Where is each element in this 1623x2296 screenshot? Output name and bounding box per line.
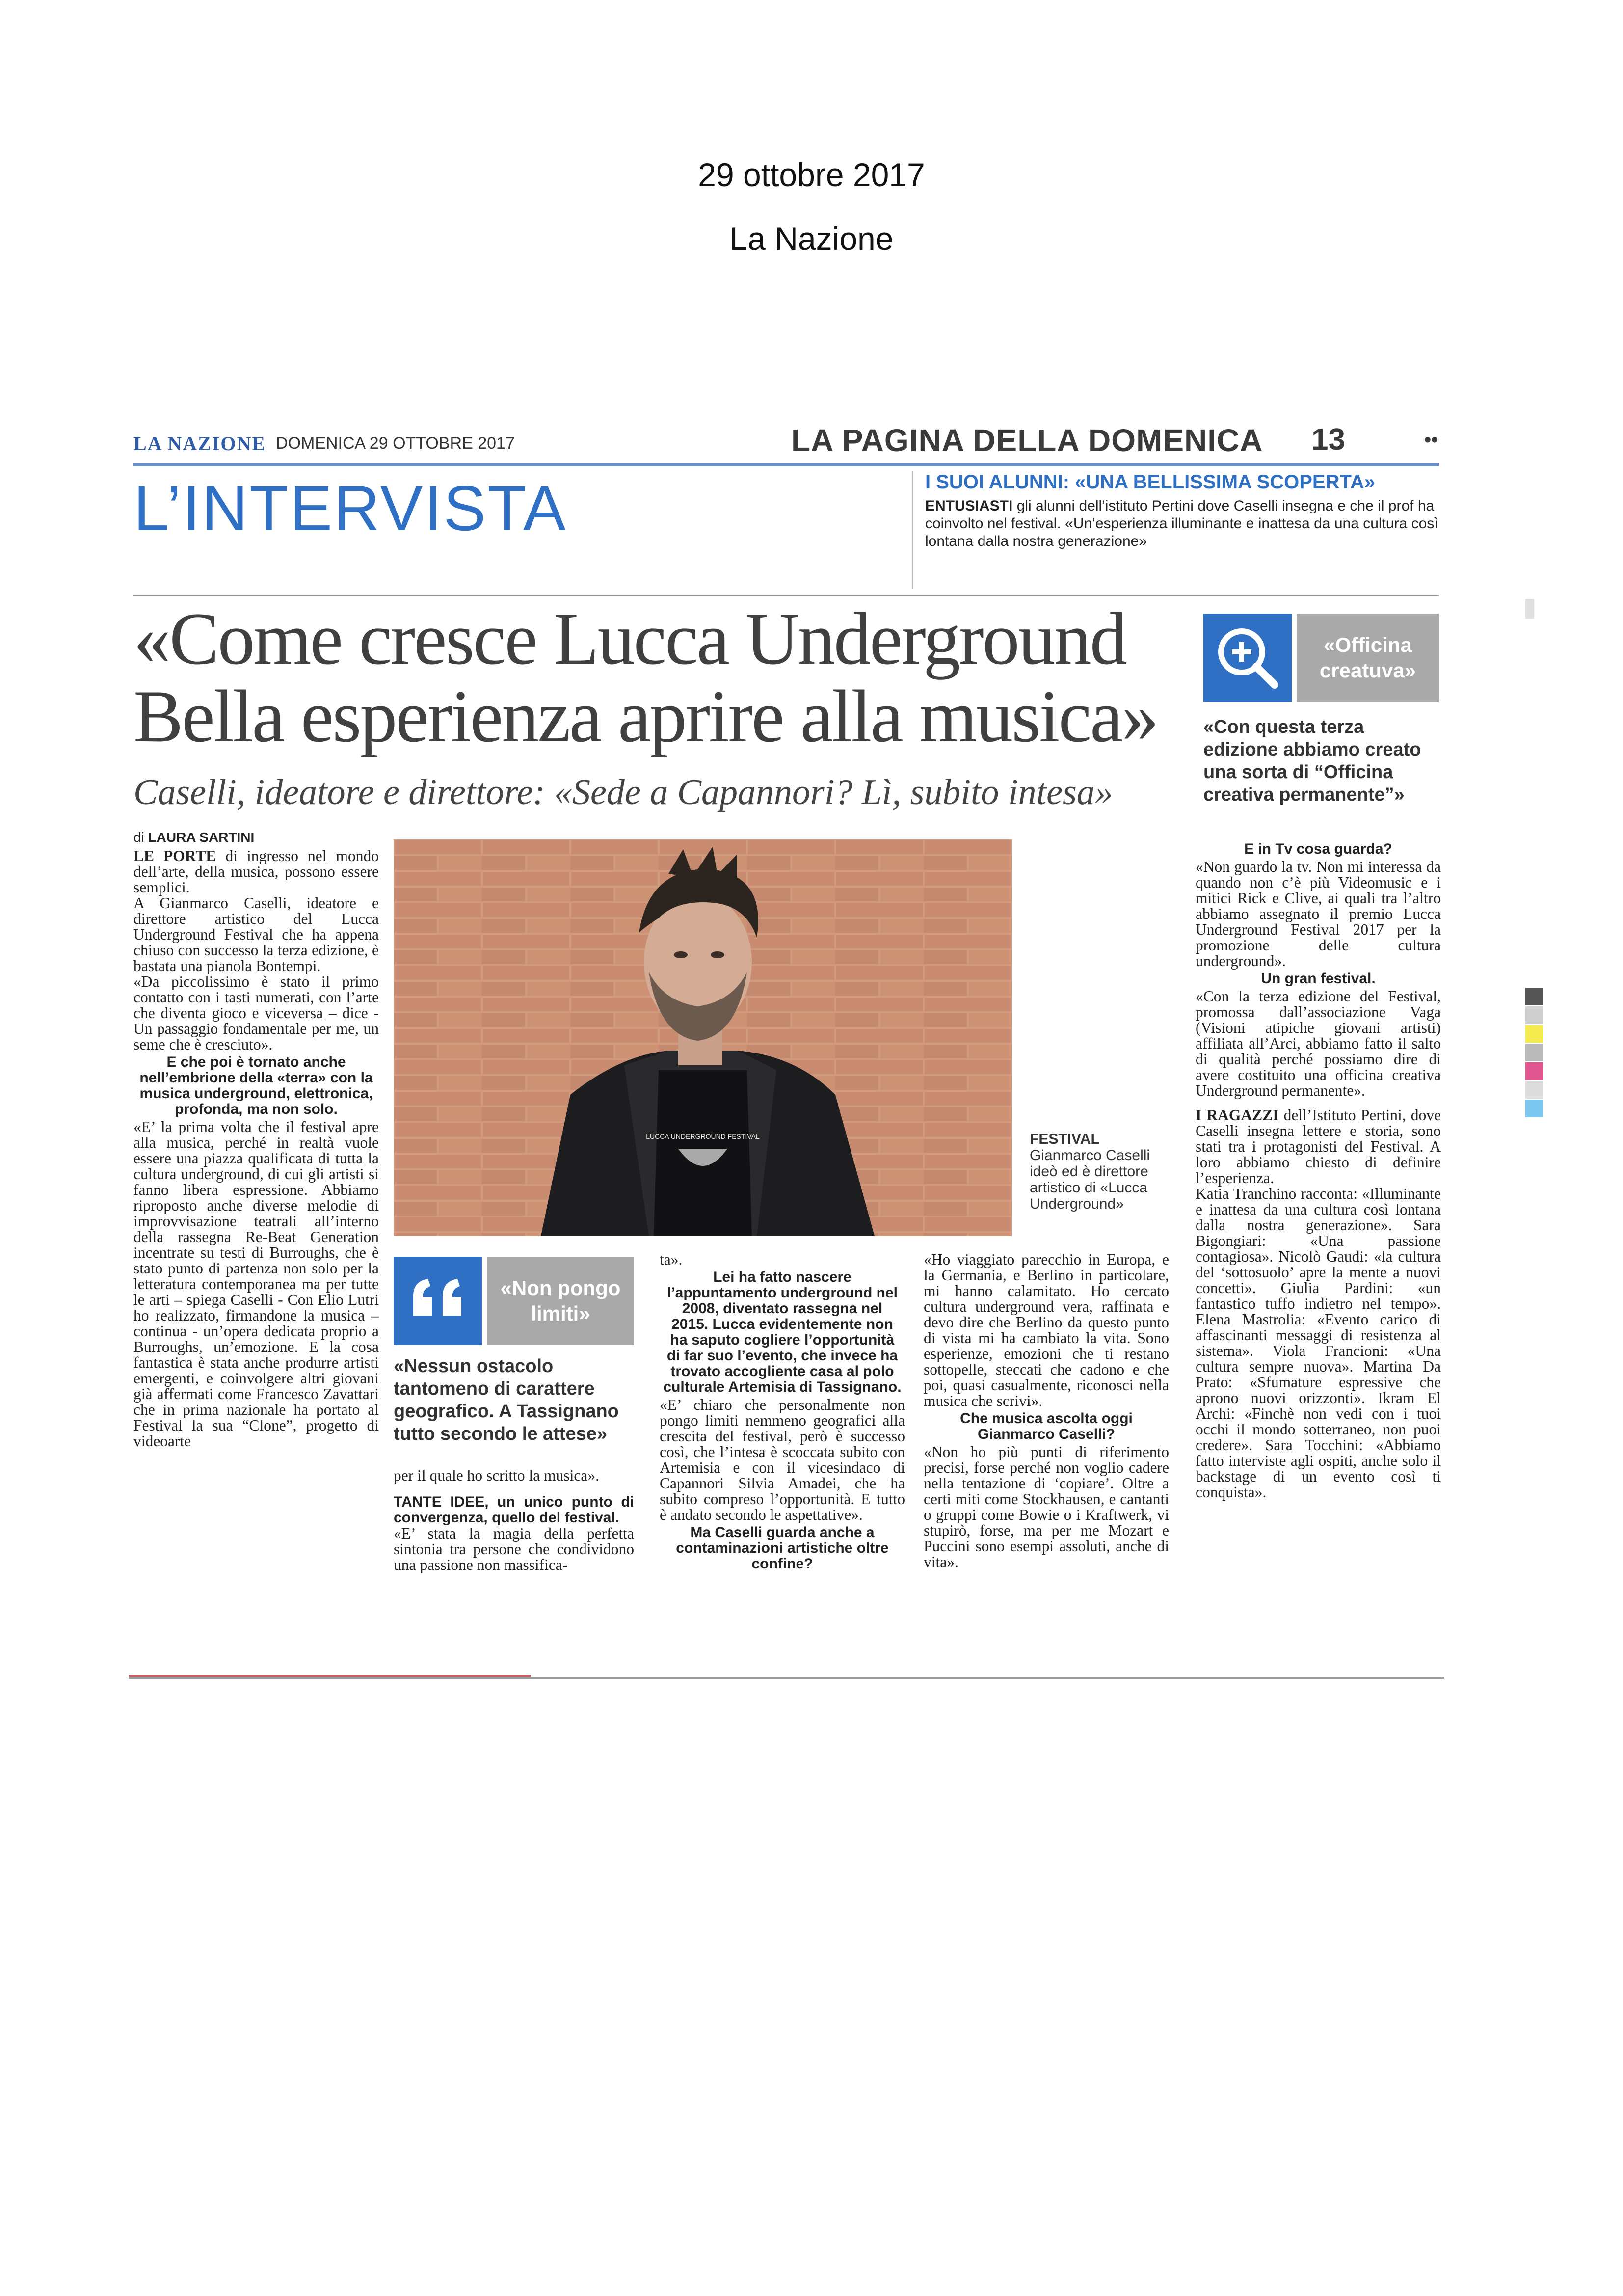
interview-question: Un gran festival. bbox=[1261, 971, 1376, 987]
masthead-section: LA PAGINA DELLA DOMENICA bbox=[791, 423, 1263, 458]
section-title: L’INTERVISTA bbox=[133, 472, 567, 544]
side-box-title: I SUOI ALUNNI: «UNA BELLISSIMA SCOPERTA» bbox=[925, 471, 1376, 493]
color-mark-dark bbox=[1525, 988, 1543, 1005]
photo-caption bbox=[1030, 1131, 1177, 1212]
subheadline: Caselli, ideatore e direttore: «Sede a Capannori? Lì, subito intesa» bbox=[133, 772, 1113, 812]
paragraph: «E’ stata la magia della perfetta sintonia tra persone che condividono una passione non massifica- bbox=[394, 1525, 634, 1573]
paragraph: «Ho viaggiato parecchio in Europa, e la Germania, e Berlino in particolare, mi hanno calamitato. Ho cercato cultura underground vera, raffinata e devo dire che Berlino da questo punto di vista mi ha cambiato la vita. Sono esperienze, emozioni che ti restano sottopelle, steccati che cadono e che poi, quasi casualmente, riconosci nella musica che scrivi». bbox=[924, 1251, 1169, 1409]
interview-question: Lei ha fatto nascere l’appuntamento underground nel 2008, diventato rassegna nel 2015. Lucca evidentemente non ha saputo cogliere l’opportunità di far suo l’evento, che invece ha trovato accogliente casa al polo culturale Artemisia di Tassignano. bbox=[663, 1269, 902, 1395]
article-column-4 bbox=[924, 1252, 1169, 1570]
paragraph-text: di ingresso nel mondo dell’arte, della musica, possono essere semplici. bbox=[133, 847, 379, 896]
officina-quote: «Con questa terza edizione abbiamo creato una sorta di “Officina creativa permanente”» bbox=[1203, 717, 1421, 805]
photo-caption-text: Gianmarco Caselli ideò ed è direttore artistico di «Lucca Underground» bbox=[1030, 1147, 1150, 1212]
paragraph: «Non ho più punti di riferimento precisi, forse perché non voglio cadere nella tentazione di ‘copiare’. Oltre a certi miti come Stockhausen, e cantanti o gruppi come Bowie o i Kraftwerk, vi stupirò, forse, ma per me Mozart e Puccini sono esempi assoluti, anche di vita». bbox=[924, 1443, 1169, 1570]
color-mark-cyan bbox=[1525, 1100, 1543, 1117]
byline-prefix: di bbox=[133, 830, 148, 845]
page-number: 13 bbox=[1311, 423, 1345, 457]
officina-label bbox=[1297, 614, 1439, 702]
interview-question: E in Tv cosa guarda? bbox=[1244, 841, 1392, 857]
interview-question: Ma Caselli guarda anche a contaminazioni artistiche oltre confine? bbox=[676, 1524, 889, 1572]
quote-marks-icon bbox=[394, 1257, 482, 1345]
interview-question: E che poi è tornato anche nell’embrione della «terra» con la musica underground, elettronica, profonda, ma non solo. bbox=[139, 1054, 373, 1117]
zoom-in-icon bbox=[1203, 614, 1292, 702]
bottom-rule-accent bbox=[129, 1675, 531, 1677]
article-column-1 bbox=[133, 848, 379, 1449]
non-pongo-label bbox=[487, 1257, 634, 1345]
paragraph: ta». bbox=[660, 1251, 683, 1268]
non-pongo-box bbox=[394, 1257, 634, 1345]
article-column-5 bbox=[1196, 839, 1441, 1500]
paragraph: «Con la terza edizione del Festival, promossa dall’associazione Vaga (Visioni atipiche giovani artisti) affiliata all’Arci, abbiamo fatto il salto di qualità perché possiamo dire di avere costituito una officina creativa Underground permanente». bbox=[1196, 988, 1441, 1099]
paragraph: «Non guardo la tv. Non mi interessa da quando non c’è più Videomusic e i mitici Rick e Clive, ai quali tra l’altro abbiamo assegnato il premio Lucca Underground Festival 2017 per la promozione delle cultura underground». bbox=[1196, 858, 1441, 970]
paragraph: per il quale ho scritto la musica». bbox=[394, 1467, 600, 1484]
paragraph-text: dell’Istituto Pertini, dove Caselli insegna lettere e storia, sono stati tra i protagonisti del Festival. A loro abbiamo chiesto di definire l’esperienza. bbox=[1196, 1107, 1441, 1187]
paragraph: «E’ la prima volta che il festival apre alla musica, perché in realtà vuole essere una piazza qualificata di tutta la cultura underground, di cui gli artisti si fanno libera espressione. Abbiamo riproposto anche diverse melodie di improvvisazione teatrali all’interno della rassegna Re-Beat Generation incentrate su testi di Burroughs, che è stato punto di partenza non solo per la letteratura contemporanea ma per tutte le arti – spiega Caselli - Con Elio Lutri ho realizzato, firmandone la musica – continua - un’opera dedicata proprio a Burroughs, un’emozione. E la cosa fantastica è stata anche produrre artisti emergenti, e coinvolgere altri giovani già affermati come Francesco Zavattari che in prima nazionale ha portato al Festival la sua “Clone”, progetto di videoarte bbox=[133, 1118, 379, 1450]
color-mark-yellow bbox=[1525, 1025, 1543, 1043]
paragraph: «E’ chiaro che personalmente non pongo limiti nemmeno geografici alla crescita del festival, però è successo così, che l’intesa è scoccata subito con Artemisia e con il vicesindaco di Capannori Silvia Amadei, che ha subito compreso l’opportunità. E tutto è andato secondo le aspettative». bbox=[660, 1396, 905, 1523]
headline-line-2: Bella esperienza aprire alla musica» bbox=[133, 675, 1158, 757]
masthead-rule bbox=[133, 463, 1439, 466]
paragraph: Katia Tranchino racconta: «Illuminante e inattesa da una cultura così lontana dalla nostra generazione». Sara Bigongiari: «Una passione contagiosa». Nicolò Gaudi: «la cultura del ‘sottosuolo’ apre la mente a nuovi concetti». Giulia Pardini: «un fantastico tuffo indietro nel tempo». Elena Mastrolia: «Evento carico di affascinanti messaggi di resistenza al sistema». Viola Francioni: «Una cultura sempre nuova». Martina Da Prato: «Sfumature espressive che aprono nuovi orizzonti». Ikram El Archi: «Finchè non vedi con i tuoi occhi il mondo sotterraneo, non puoi credere». Sara Tocchini: «Abbiamo fatto interviste agli ospiti, anche solo il backstage di un evento così ti conquista». bbox=[1196, 1185, 1441, 1501]
photo-caption-title: FESTIVAL bbox=[1030, 1131, 1100, 1147]
section-subhead: TANTE IDEE, un unico punto di convergenza, quello del festival. bbox=[394, 1494, 634, 1526]
masthead-dots: •• bbox=[1424, 429, 1438, 451]
officina-box bbox=[1203, 614, 1439, 702]
officina-label-line-2: creatuva» bbox=[1319, 659, 1416, 682]
headline bbox=[133, 597, 1189, 757]
side-box-body: gli alunni dell’istituto Pertini dove Caselli insegna e che il prof ha coinvolto nel festival. «Un’esperienza illuminante e inattesa da una cultura così lontana dalla nostra generazione» bbox=[925, 498, 1438, 549]
color-mark-grey bbox=[1525, 1044, 1543, 1061]
document-newspaper: La Nazione bbox=[729, 220, 894, 257]
tshirt-text: LUCCA UNDERGROUND FESTIVAL bbox=[646, 1133, 760, 1140]
non-pongo-quote: «Nessun ostacolo tantomeno di carattere geografico. A Tassignano tutto secondo le attese» bbox=[394, 1356, 619, 1444]
color-mark-light bbox=[1525, 1006, 1543, 1024]
headline-rule bbox=[133, 595, 1439, 596]
byline-author: LAURA SARTINI bbox=[148, 830, 255, 845]
color-mark-magenta bbox=[1525, 1062, 1543, 1080]
interview-question: Che musica ascolta oggi Gianmarco Caselli? bbox=[960, 1410, 1133, 1442]
registration-mark-grey bbox=[1525, 599, 1534, 619]
headline-line-1: «Come cresce Lucca Underground bbox=[133, 597, 1126, 680]
side-box bbox=[912, 471, 1439, 589]
masthead-paper: LA NAZIONE bbox=[133, 432, 266, 455]
officina-label-line-1: «Officina bbox=[1324, 633, 1412, 656]
color-mark-lightgrey bbox=[1525, 1081, 1543, 1099]
paragraph bbox=[1196, 1107, 1441, 1186]
paragraph: A Gianmarco Caselli, ideatore e direttore artistico del Lucca Underground Festival che ha appena chiuso con successo la terza edizione, è bastata una pianola Bontempi. bbox=[133, 894, 379, 974]
article-column-2 bbox=[394, 1468, 634, 1573]
side-box-text bbox=[925, 497, 1439, 550]
non-pongo-label-line-2: limiti» bbox=[531, 1302, 590, 1325]
portrait-photo bbox=[394, 839, 1012, 1236]
lead-in: I RAGAZZI bbox=[1196, 1107, 1279, 1124]
newspaper-clipping bbox=[129, 422, 1444, 1684]
bottom-rule bbox=[129, 1677, 1444, 1679]
paragraph bbox=[133, 848, 379, 895]
masthead-date: DOMENICA 29 OTTOBRE 2017 bbox=[276, 434, 515, 453]
byline bbox=[133, 830, 254, 845]
side-box-lead: ENTUSIASTI bbox=[925, 498, 1013, 514]
paragraph: «Da piccolissimo è stato il primo contatto con i tasti numerati, con l’arte che diventa gioco e viceversa – dice - Un passaggio fondamentale per me, un seme che è cresciuto». bbox=[133, 973, 379, 1053]
lead-in: LE PORTE bbox=[133, 847, 216, 864]
document-date: 29 ottobre 2017 bbox=[698, 157, 925, 193]
article-column-3 bbox=[660, 1252, 905, 1574]
non-pongo-label-line-1: «Non pongo bbox=[500, 1276, 621, 1299]
